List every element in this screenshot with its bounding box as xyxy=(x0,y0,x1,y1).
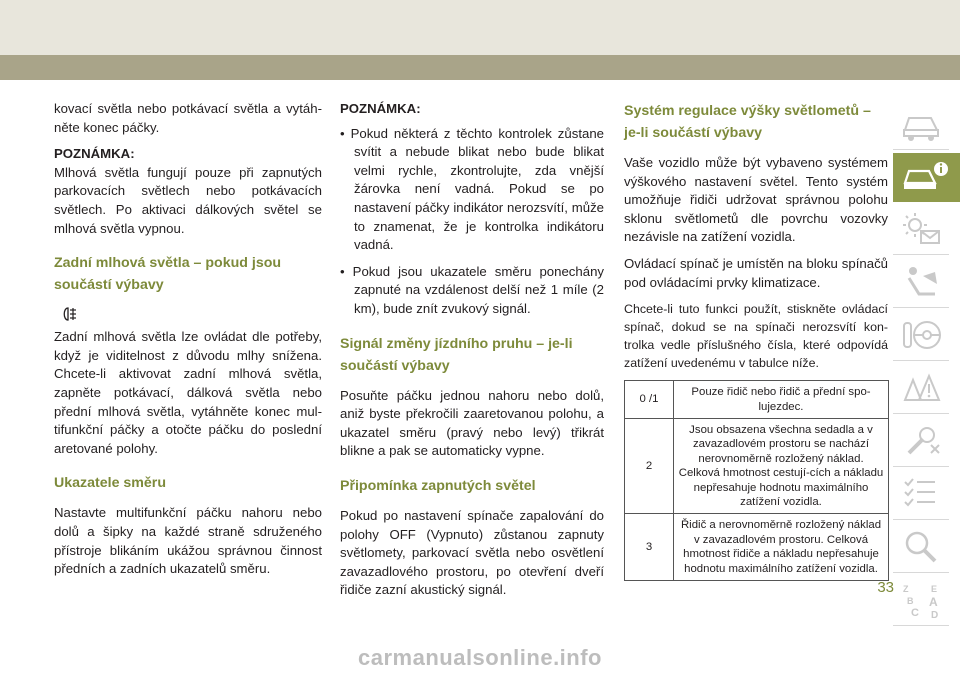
search-icon xyxy=(901,529,943,565)
table-row xyxy=(625,418,889,513)
chapter-sidebar xyxy=(893,100,960,629)
table-cell-value: Pouze řidič nebo řidič a přední spo-lujezdec. xyxy=(674,381,889,419)
watermark: carmanualsonline.info xyxy=(358,645,602,670)
column-left xyxy=(54,100,322,587)
car-info-icon xyxy=(901,159,949,195)
tab-search[interactable] xyxy=(893,523,949,573)
intro-text: kovací světla nebo potkávací světla a vytáh-něte konec páčky. xyxy=(54,101,322,135)
bullet-item: • Pokud jsou ukazatele směru ponechány zapnuté na vzdálenost delší než 1 míle (2 km), bude znít zvukový signál. xyxy=(340,263,604,316)
top-band xyxy=(0,0,960,55)
steering-wheel-icon xyxy=(901,317,943,353)
note-label-2: POZNÁMKA: xyxy=(340,101,421,116)
lane-change-heading: Signál změny jízdního pruhu – je-li součástí výbavy xyxy=(340,335,573,374)
leveling-heading: Systém regulace výšky světlometů – je-li součástí výbavy xyxy=(624,103,871,141)
load-table xyxy=(624,380,889,581)
table-row xyxy=(625,514,889,581)
tab-checklist[interactable] xyxy=(893,470,949,520)
warning-lights-icon xyxy=(901,211,943,247)
svg-text:B: B xyxy=(907,596,914,606)
tab-car-info[interactable] xyxy=(893,153,960,202)
svg-text:A: A xyxy=(929,595,938,609)
page-number: 33 xyxy=(877,579,894,596)
tab-airbag[interactable] xyxy=(893,258,949,308)
turn-signal-text: Nastavte multifunkční páčku nahoru nebo dolů a šipky na každé straně sdruženého přístroje blikáním ukážou správnou činnost předních a zadních ukazatelů směru. xyxy=(54,505,322,577)
note-text: Mlhová světla fungují pouze při zapnutých parkovacích světlech nebo potkávacích světlech. Po aktivaci dálkových světel se mlhová světla vypnou. xyxy=(54,164,322,236)
table-cell-key: 2 xyxy=(625,418,674,513)
car-front-icon xyxy=(901,106,943,142)
table-cell-value: Jsou obsazena všechna sedadla a v zavazadlovém prostoru se nachází nerovnoměrně rozložený náklad. Celková hmotnost cestují-cích a nákladu nepřesahuje hodnotu maximálního zatížení vozidla. xyxy=(674,418,889,513)
top-color-bar xyxy=(0,55,960,80)
column-right xyxy=(624,100,888,581)
alphabet-index-icon xyxy=(901,582,943,622)
wrench-service-icon xyxy=(901,423,943,459)
tab-service[interactable] xyxy=(893,417,949,467)
column-middle xyxy=(340,100,604,608)
tab-steering[interactable] xyxy=(893,311,949,361)
table-row xyxy=(625,381,889,419)
leveling-text-2: Ovládací spínač je umístěn na bloku spínačů pod ovládacími prvky klimatizace. xyxy=(624,255,888,290)
tab-index[interactable] xyxy=(893,576,949,626)
table-cell-key: 0 /1 xyxy=(625,381,674,419)
table-cell-value: Řidič a nerovnoměrně rozložený náklad v zavazadlovém prostoru. Celková hmotnost řidiče a nákladu nepřesahuje hodnotu maximálního zatížení vozidla. xyxy=(674,514,889,581)
tab-roadside[interactable] xyxy=(893,364,949,414)
turn-signal-heading: Ukazatele směru xyxy=(54,475,166,492)
bullet-item: • Pokud některá z těchto kontrolek zůstane svítit a nebude blikat nebo bude blikat velmi rychle, zkontrolujte, zda vnější žárovka není vadná. Pokud se po nastavení páčky indikátor nerozsvítí, může to znamenat, že je kontrolka indikátoru vadná. xyxy=(340,125,604,253)
airbag-icon xyxy=(901,264,943,300)
svg-text:C: C xyxy=(911,607,919,619)
tab-car-front[interactable] xyxy=(893,100,949,150)
tab-warning-lights[interactable] xyxy=(893,205,949,255)
lights-reminder-text: Pokud po nastavení spínače zapalování do polohy OFF (Vypnuto) zůstanou zapnuty světlomety, parkovací světla nebo osvětlení zavazadlového prostoru, po otevření dveří řidiče zazní akustický signál. xyxy=(340,507,604,598)
leveling-text-3: Chcete-li tuto funkci použít, stiskněte ovládací spínač, dokud se na spínači nerozsvítí kon-trolka vedle příslušného čísla, které odpovídá zatížení uvedenému v tabulce níže. xyxy=(624,302,888,371)
roadside-warning-icon xyxy=(901,370,943,406)
checklist-icon xyxy=(901,476,943,512)
table-cell-key: 3 xyxy=(625,514,674,581)
rear-fog-heading: Zadní mlhová světla – pokud jsou součástí výbavy xyxy=(54,255,282,294)
rear-fog-light-icon xyxy=(60,306,78,322)
svg-text:D: D xyxy=(931,610,939,621)
leveling-text-1: Vaše vozidlo může být vybaveno systémem výškového nastavení světel. Tento systém umožňuje řidiči udržovat správnou polohu sklonu světlometů dle povrchu vozovky nezávisle na zatížení vozidla. xyxy=(624,155,888,245)
svg-text:E: E xyxy=(931,584,938,594)
lights-reminder-heading: Připomínka zapnutých světel xyxy=(340,477,536,494)
note-label: POZNÁMKA: xyxy=(54,146,135,162)
svg-text:Z: Z xyxy=(903,584,909,594)
rear-fog-text: Zadní mlhová světla lze ovládat dle potřeby, když je viditelnost z důvodu mlhy snížena. Chcete-li aktivovat zadní mlhová světla, zapněte potkávací, dálková světla nebo přední mlhová světla, vytáhněte konec mul-tifunkční páčky a otočte páčku do poslední aretované polohy. xyxy=(54,329,322,456)
lane-change-text: Posuňte páčku jednou nahoru nebo dolů, aniž byste překročili zaaretovanou polohu, a ukazatel směru (pravý nebo levý) třikrát blikne a pak se automaticky vypne. xyxy=(340,387,604,459)
